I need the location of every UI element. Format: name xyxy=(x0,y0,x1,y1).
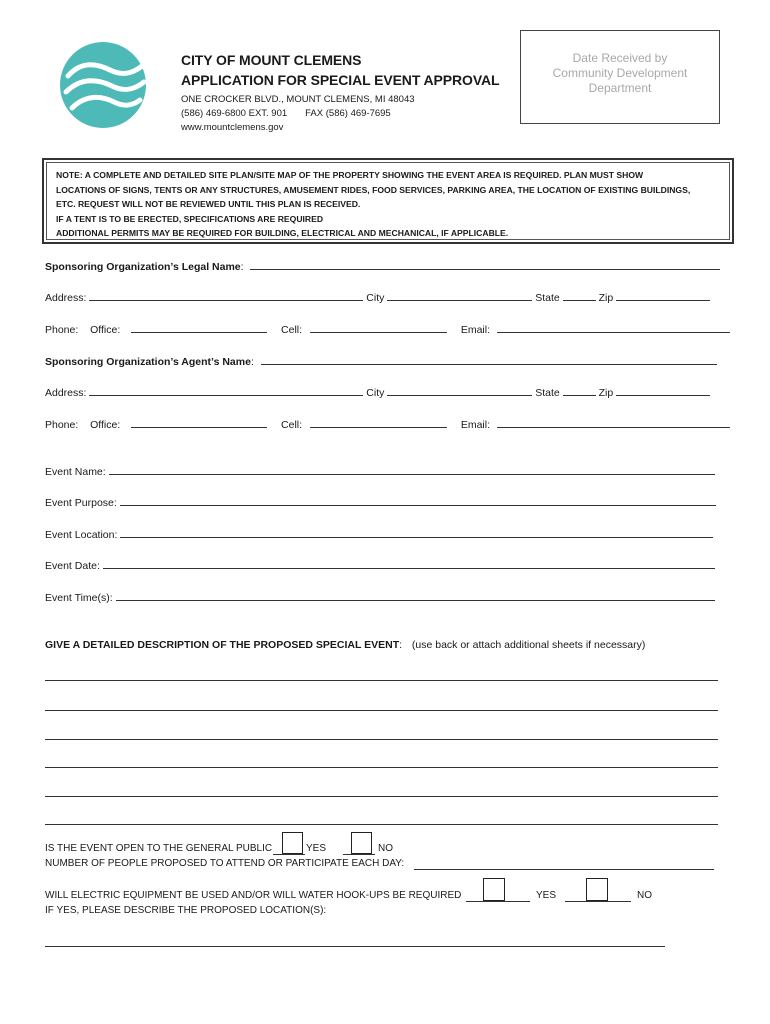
cell-label: Cell: xyxy=(281,419,303,431)
colon: : xyxy=(399,639,403,651)
event-location-field[interactable] xyxy=(120,528,713,538)
event-times-row xyxy=(45,591,715,605)
state-label: State xyxy=(535,292,560,304)
agent-phone-row xyxy=(45,418,730,432)
agent-address-field[interactable] xyxy=(89,386,363,396)
electric-yes-underline xyxy=(466,901,530,902)
phone-number: (586) 469-6800 EXT. 901 xyxy=(181,108,288,119)
description-line[interactable] xyxy=(45,710,718,711)
open-public-yes-underline xyxy=(273,854,305,855)
electric-no-underline xyxy=(565,901,631,902)
electric-no-checkbox[interactable] xyxy=(586,878,608,901)
agent-zip-field[interactable] xyxy=(616,386,710,396)
agent-cell-phone-field[interactable] xyxy=(310,418,447,428)
city-logo xyxy=(60,42,146,128)
agent-state-field[interactable] xyxy=(563,386,596,396)
email-label: Email: xyxy=(460,324,491,336)
agent-name-label: Sponsoring Organization’s Agent’s Name xyxy=(45,356,251,368)
org-address-field[interactable] xyxy=(89,291,363,301)
description-line[interactable] xyxy=(45,796,718,797)
city-name: CITY OF MOUNT CLEMENS xyxy=(181,52,362,68)
form-title xyxy=(181,50,500,90)
note-line: ADDITIONAL PERMITS MAY BE REQUIRED FOR BUILDING, ELECTRICAL AND MECHANICAL, IF APPLICABLE. xyxy=(56,228,509,239)
event-name-row xyxy=(45,465,715,479)
note-line: IF A TENT IS TO BE ERECTED, SPECIFICATIONS ARE REQUIRED xyxy=(56,213,324,224)
yes-label: YES xyxy=(306,843,327,854)
received-line: Community Development xyxy=(552,66,688,80)
office-label: Office: xyxy=(90,419,121,431)
description-note: (use back or attach additional sheets if necessary) xyxy=(411,639,646,651)
if-yes-label: IF YES, PLEASE DESCRIBE THE PROPOSED LOCATION(S): xyxy=(45,905,327,916)
event-name-label: Event Name: xyxy=(45,466,106,478)
event-location-label: Event Location: xyxy=(45,529,118,541)
cell-label: Cell: xyxy=(281,324,303,336)
office-label: Office: xyxy=(90,324,121,336)
org-office-phone-field[interactable] xyxy=(131,323,267,333)
people-count-label: NUMBER OF PEOPLE PROPOSED TO ATTEND OR PARTICIPATE EACH DAY: xyxy=(45,858,405,869)
phone-label: Phone: xyxy=(45,419,79,431)
event-date-label: Event Date: xyxy=(45,560,100,572)
agent-name-field[interactable] xyxy=(261,355,717,365)
note-line: LOCATIONS OF SIGNS, TENTS OR ANY STRUCTURES, AMUSEMENT RIDES, FOOD SERVICES, PARKING AREA, THE LOCATION OF EXISTING BUILDINGS, xyxy=(56,184,691,195)
email-label: Email: xyxy=(460,419,491,431)
yes-label: YES xyxy=(536,890,557,901)
zip-label: Zip xyxy=(598,387,614,399)
agent-address-row xyxy=(45,386,710,400)
event-purpose-field[interactable] xyxy=(120,496,716,506)
colon: : xyxy=(250,356,254,368)
event-purpose-label: Event Purpose: xyxy=(45,497,117,509)
description-heading: GIVE A DETAILED DESCRIPTION OF THE PROPOSED SPECIAL EVENT xyxy=(45,639,400,651)
phone-label: Phone: xyxy=(45,324,79,336)
org-zip-field[interactable] xyxy=(616,291,710,301)
website: www.mountclemens.gov xyxy=(181,122,284,133)
zip-label: Zip xyxy=(598,292,614,304)
note-box xyxy=(42,158,734,244)
org-address-row xyxy=(45,291,710,305)
agent-name-row xyxy=(45,355,717,369)
event-name-field[interactable] xyxy=(109,465,715,475)
received-line: Date Received by xyxy=(572,51,668,65)
description-line[interactable] xyxy=(45,824,718,825)
location-description-field[interactable] xyxy=(45,946,665,947)
address-label: Address: xyxy=(45,387,87,399)
city-label: City xyxy=(366,292,385,304)
org-legal-name-row xyxy=(45,260,720,274)
description-heading-row xyxy=(45,639,645,651)
people-count-field[interactable] xyxy=(414,869,714,870)
event-date-field[interactable] xyxy=(103,559,715,569)
open-public-no-checkbox[interactable] xyxy=(351,832,372,854)
city-contact xyxy=(181,93,415,135)
open-public-yes-checkbox[interactable] xyxy=(282,832,303,854)
event-times-label: Event Time(s): xyxy=(45,592,113,604)
org-phone-row xyxy=(45,323,730,337)
address-label: Address: xyxy=(45,292,87,304)
agent-office-phone-field[interactable] xyxy=(131,418,267,428)
city-label: City xyxy=(366,387,385,399)
event-date-row xyxy=(45,559,715,573)
org-state-field[interactable] xyxy=(563,291,596,301)
org-legal-name-field[interactable] xyxy=(250,260,720,270)
agent-city-field[interactable] xyxy=(387,386,532,396)
description-line[interactable] xyxy=(45,739,718,740)
event-purpose-row xyxy=(45,496,716,510)
event-location-row xyxy=(45,528,713,542)
open-public-no-underline xyxy=(343,854,375,855)
event-times-field[interactable] xyxy=(116,591,715,601)
street-address: ONE CROCKER BLVD., MOUNT CLEMENS, MI 48043 xyxy=(181,94,415,105)
no-label: NO xyxy=(378,843,393,854)
org-cell-phone-field[interactable] xyxy=(310,323,447,333)
electric-yes-checkbox[interactable] xyxy=(483,878,505,901)
no-label: NO xyxy=(637,890,652,901)
colon: : xyxy=(240,261,244,273)
description-line[interactable] xyxy=(45,680,718,681)
org-city-field[interactable] xyxy=(387,291,532,301)
note-line: NOTE: A COMPLETE AND DETAILED SITE PLAN/SITE MAP OF THE PROPERTY SHOWING THE EVENT AREA IS REQUIRED. PLAN MUST SHOW xyxy=(56,170,644,180)
application-title: APPLICATION FOR SPECIAL EVENT APPROVAL xyxy=(181,72,500,88)
received-line: Department xyxy=(588,81,652,95)
agent-email-field[interactable] xyxy=(497,418,730,428)
org-legal-name-label: Sponsoring Organization’s Legal Name xyxy=(45,261,241,273)
state-label: State xyxy=(535,387,560,399)
date-received-box xyxy=(520,30,720,124)
description-line[interactable] xyxy=(45,767,718,768)
note-line: ETC. REQUEST WILL NOT BE REVIEWED UNTIL THIS PLAN IS RECEIVED. xyxy=(56,199,361,210)
org-email-field[interactable] xyxy=(497,323,730,333)
open-public-label: IS THE EVENT OPEN TO THE GENERAL PUBLIC xyxy=(45,843,273,854)
fax-number: FAX (586) 469-7695 xyxy=(305,108,391,119)
electric-question-label: WILL ELECTRIC EQUIPMENT BE USED AND/OR WILL WATER HOOK-UPS BE REQUIRED xyxy=(45,890,462,901)
